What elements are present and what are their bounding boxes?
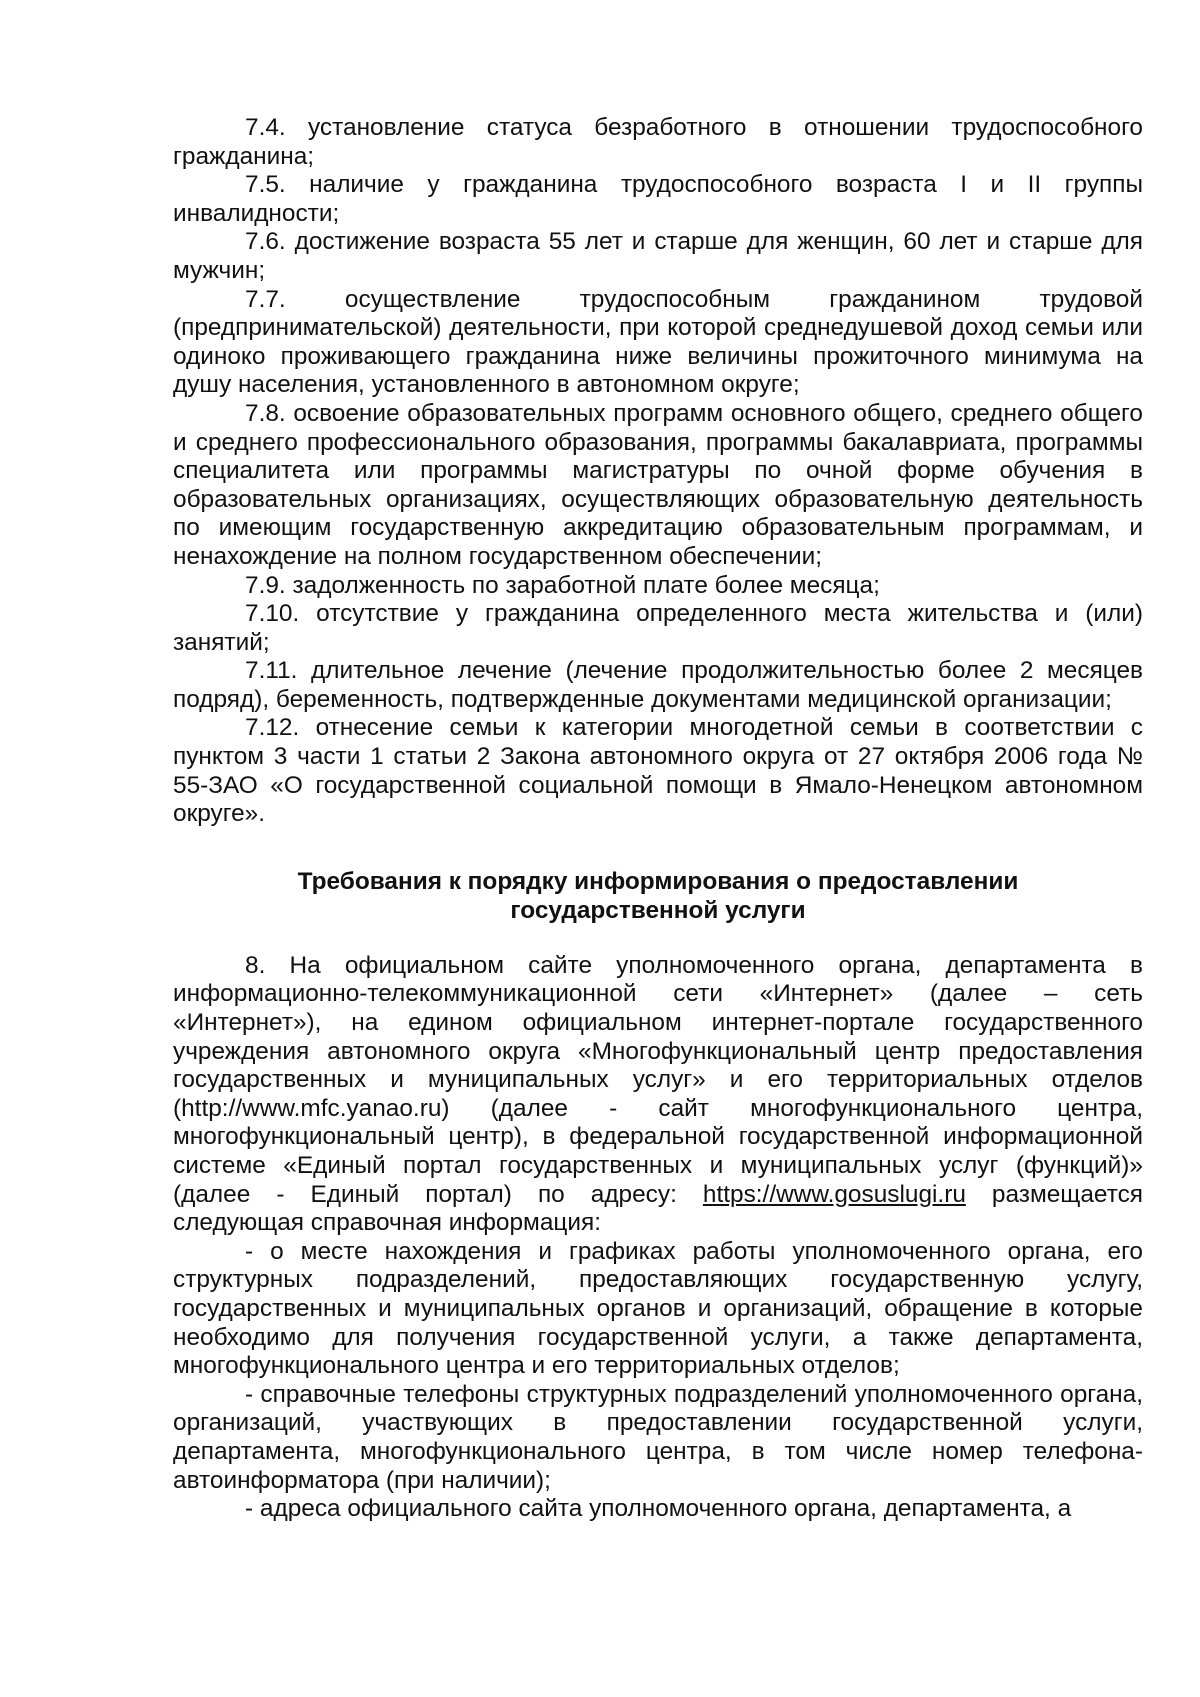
item-7-10: 7.10. отсутствие у гражданина определенного места жительства и (или) занятий; [173, 600, 1143, 656]
item-8 [173, 952, 1143, 1238]
item-7-8: 7.8. освоение образовательных программ основного общего, среднего общего и среднего профессионального образования, программы бакалавриата, программы специалитета или программы магистратуры по очной форме обучения в образовательных организациях, осуществляющих образовательную деятельность по имеющим государственную аккредитацию образовательным программам, и ненахождение на полном государственном обеспечении; [173, 399, 1143, 570]
item-8-text: 8. На официальном сайте уполномоченного органа, департамента в информационно-телекоммуникационной сети «Интернет» (далее – сеть «Интернет»), на едином официальном интернет-портале государственного учреждения автономного округа «Многофункциональный центр предоставления государственных и муниципальных услуг» и его территориальных отделов (http://www.mfc.yanao.ru) (далее - сайт многофункционального центра, многофункциональный центр), в федеральной государственной информационной системе «Единый портал государственных и муниципальных услуг (функций)» (далее - Единый портал) по адресу: [173, 951, 1143, 1208]
item-7-7: 7.7. осуществление трудоспособным гражданином трудовой (предпринимательской) деятельности, при которой среднедушевой доход семьи или одиноко проживающего гражданина ниже величины прожиточного минимума на душу населения, установленного в автономном округе; [173, 285, 1143, 399]
gosuslugi-link[interactable]: https://www.gosuslugi.ru [702, 1180, 966, 1208]
section-heading-line-2: государственной услуги [510, 896, 806, 924]
item-7-6: 7.6. достижение возраста 55 лет и старше для женщин, 60 лет и старше для мужчин; [173, 228, 1143, 284]
document-page [173, 114, 1143, 1524]
item-7-11: 7.11. длительное лечение (лечение продолжительностью более 2 месяцев подряд), беременность, подтвержденные документами медицинской организации; [173, 657, 1143, 713]
bullet-location-info: - о месте нахождения и графиках работы уполномоченного органа, его структурных подразделений, предоставляющих государственную услугу, государственных и муниципальных органов и организаций, обращение в которые необходимо для получения государственной услуги, а также департамента, многофункционального центра и его территориальных отделов; [173, 1237, 1143, 1380]
item-7-4: 7.4. установление статуса безработного в отношении трудоспособного гражданина; [173, 114, 1143, 170]
item-7-5: 7.5. наличие у гражданина трудоспособного возраста I и II группы инвалидности; [173, 171, 1143, 227]
item-8-text-end: размещается следующая справочная информация: [173, 1180, 1143, 1237]
item-7-12: 7.12. отнесение семьи к категории многодетной семьи в соответствии с пунктом 3 части 1 статьи 2 Закона автономного округа от 27 октября 2006 года № 55-ЗАО «О государственной социальной помощи в Ямало-Ненецком автономном округе». [173, 714, 1143, 828]
bullet-website-info: - адреса официального сайта уполномоченного органа, департамента, а [245, 1495, 1072, 1523]
item-7-9: 7.9. задолженность по заработной плате более месяца; [245, 571, 880, 599]
bullet-phone-info: - справочные телефоны структурных подразделений уполномоченного органа, организаций, участвующих в предоставлении государственной услуги, департамента, многофункционального центра, в том числе номер телефона-автоинформатора (при наличии); [173, 1380, 1143, 1494]
section-heading-line-1: Требования к порядку информирования о предоставлении [297, 867, 1019, 895]
section-heading [173, 867, 1143, 925]
